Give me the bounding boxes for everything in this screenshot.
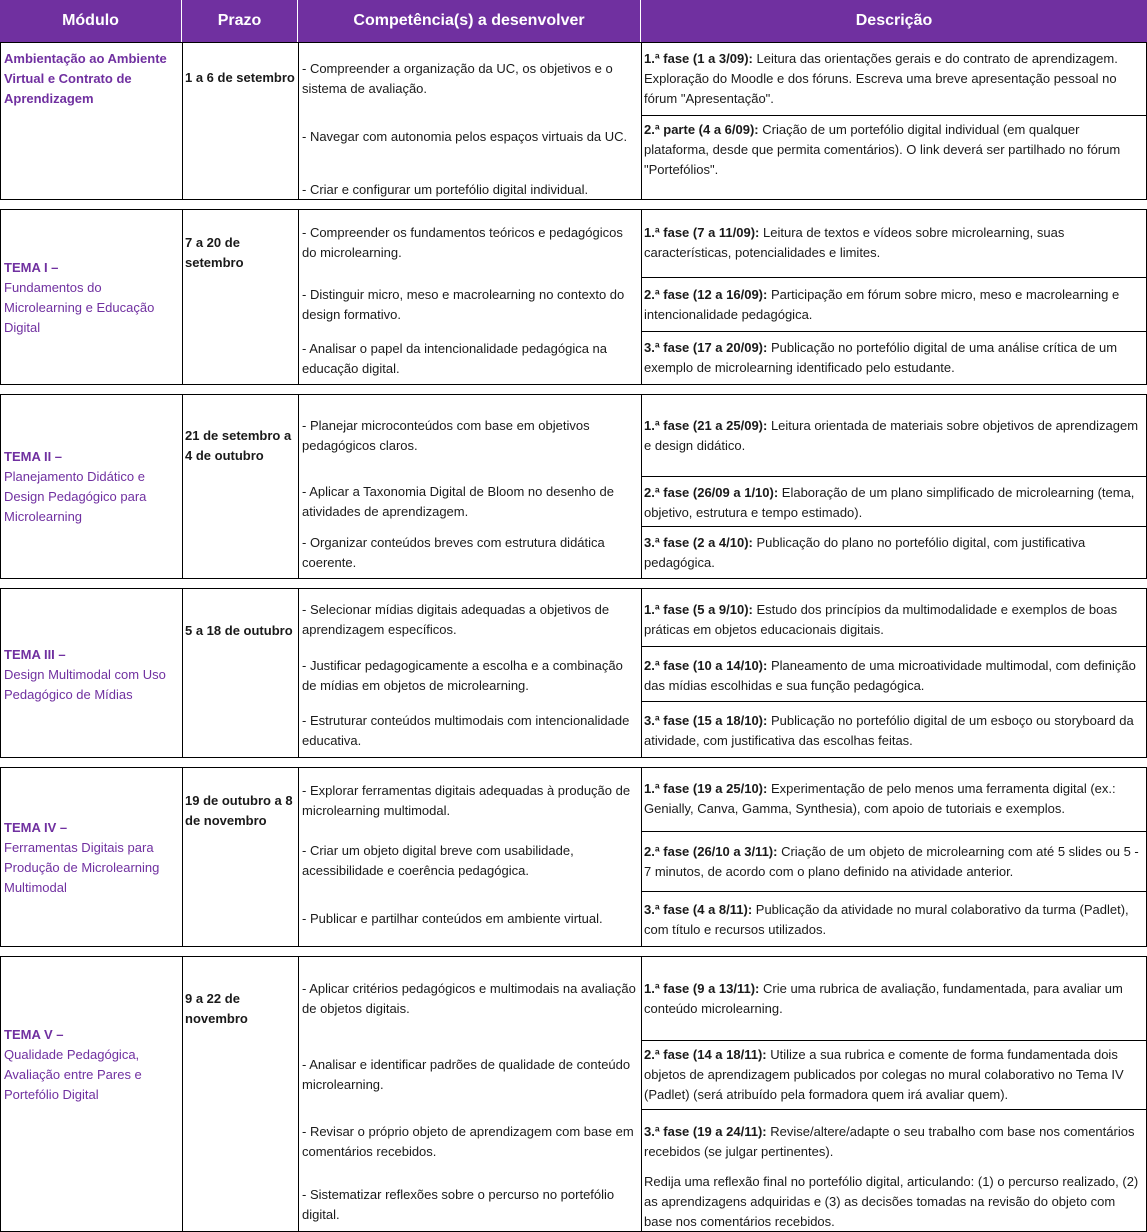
fase-label: 2.ª fase (26/10 a 3/11): xyxy=(644,844,778,859)
descricao-cell xyxy=(642,395,1146,578)
competencia-item: - Compreender os fundamentos teóricos e pedagógicos do microlearning. xyxy=(302,225,623,260)
modulo-cell xyxy=(1,395,183,578)
descricao-fase xyxy=(642,43,1146,115)
fase-label: 1.ª fase (5 a 9/10): xyxy=(644,602,753,617)
header-descricao: Descrição xyxy=(855,12,933,29)
descricao-fase xyxy=(642,1109,1146,1231)
fase-label: 2.ª fase (14 a 18/11): xyxy=(644,1047,767,1062)
fase-text: Publicação da atividade no mural colaborativo da turma (Padlet), com título e recursos utilizados. xyxy=(644,902,1129,937)
fase-text: Publicação no portefólio digital de uma análise crítica de um exemplo de microlearning identificado pelo estudante. xyxy=(644,340,1118,375)
descricao-cell xyxy=(642,957,1146,1231)
table-row xyxy=(0,42,1147,200)
table-row xyxy=(0,588,1147,758)
descricao-fase xyxy=(642,957,1146,1040)
prazo-text: 19 de outubro a 8 de novembro xyxy=(185,793,293,828)
competencia-item: - Planejar microconteúdos com base em objetivos pedagógicos claros. xyxy=(302,418,590,453)
competencias-cell xyxy=(299,768,642,946)
fase-label: 2.ª parte (4 a 6/09): xyxy=(644,122,759,137)
descricao-fase xyxy=(642,1040,1146,1109)
competencia-item: - Aplicar a Taxonomia Digital de Bloom no desenho de atividades de aprendizagem. xyxy=(302,484,614,519)
tema-label: TEMA III – xyxy=(4,647,66,662)
fase-label: 2.ª fase (10 a 14/10): xyxy=(644,658,768,673)
prazo-cell xyxy=(183,768,299,946)
table-row xyxy=(0,956,1147,1232)
table-row xyxy=(0,394,1147,579)
competencia-item: - Revisar o próprio objeto de aprendizagem com base em comentários recebidos. xyxy=(302,1124,634,1159)
descricao-fase xyxy=(642,589,1146,646)
modulo-title: Design Multimodal com Uso Pedagógico de Mídias xyxy=(4,667,166,702)
tema-label: TEMA II – xyxy=(4,449,63,464)
descricao-fase xyxy=(642,331,1146,384)
competencia-item: - Distinguir micro, meso e macrolearning no contexto do design formativo. xyxy=(302,287,625,322)
fase-label: 1.ª fase (1 a 3/09): xyxy=(644,51,753,66)
fase-label: 1.ª fase (21 a 25/09): xyxy=(644,418,768,433)
competencia-item: - Organizar conteúdos breves com estrutura didática coerente. xyxy=(302,535,605,570)
fase-label: 1.ª fase (19 a 25/10): xyxy=(644,781,768,796)
table-row xyxy=(0,209,1147,385)
fase-text: Crie uma rubrica de avaliação, fundamentada, para avaliar um conteúdo microlearning. xyxy=(644,981,1123,1016)
fase-text: Experimentação de pelo menos uma ferramenta digital (ex.: Genially, Canva, Gamma, Synthesia), com apoio de tutoriais e exemplos. xyxy=(644,781,1116,816)
descricao-fase xyxy=(642,891,1146,946)
fase-label: 3.ª fase (4 a 8/11): xyxy=(644,902,753,917)
fase-text: Leitura orientada de materiais sobre objetivos de aprendizagem e design didático. xyxy=(644,418,1139,453)
fase-label: 1.ª fase (7 a 11/09): xyxy=(644,225,760,240)
fase-text: Participação em fórum sobre micro, meso e macrolearning e intencionalidade pedagógica. xyxy=(644,287,1120,322)
descricao-fase xyxy=(642,210,1146,277)
competencias-cell xyxy=(299,395,642,578)
fase-text: Revise/altere/adapte o seu trabalho com base nos comentários recebidos (se julgar pertinentes). xyxy=(644,1124,1135,1159)
modulo-title: Ambientação ao Ambiente Virtual e Contrato de Aprendizagem xyxy=(4,51,167,106)
fase-label: 2.ª fase (26/09 a 1/10): xyxy=(644,485,779,500)
descricao-cell xyxy=(642,589,1146,757)
competencia-item: - Criar um objeto digital breve com usabilidade, acessibilidade e coerência pedagógica. xyxy=(302,843,574,878)
prazo-cell xyxy=(183,395,299,578)
descricao-cell xyxy=(642,768,1146,946)
tema-label: TEMA V – xyxy=(4,1027,64,1042)
tema-label: TEMA I – xyxy=(4,260,59,275)
fase-text: Leitura de textos e vídeos sobre microlearning, suas características, potencialidades e limites. xyxy=(644,225,1065,260)
competencias-cell xyxy=(299,210,642,384)
competencias-cell xyxy=(299,957,642,1231)
competencias-cell xyxy=(299,43,642,199)
competencias-cell xyxy=(299,589,642,757)
table-row xyxy=(0,767,1147,947)
competencia-item: - Explorar ferramentas digitais adequadas à produção de microlearning multimodal. xyxy=(302,783,631,818)
modulo-cell xyxy=(1,43,183,199)
competencia-item: - Justificar pedagogicamente a escolha e a combinação de mídias em objetos de microlearning. xyxy=(302,658,623,693)
competencia-item: - Publicar e partilhar conteúdos em ambiente virtual. xyxy=(302,911,603,926)
descricao-cell xyxy=(642,210,1146,384)
fase-text: Criação de um portefólio digital individual (em qualquer plataforma, desde que permita comentários). O link deverá ser partilhado no fórum "Portefólios". xyxy=(644,122,1121,177)
descricao-fase xyxy=(642,395,1146,476)
modulo-title: Fundamentos do Microlearning e Educação Digital xyxy=(4,280,155,335)
competencia-item: - Navegar com autonomia pelos espaços virtuais da UC. xyxy=(302,129,628,144)
prazo-cell xyxy=(183,43,299,199)
fase-text: Criação de um objeto de microlearning com até 5 slides ou 5 - 7 minutos, de acordo com o plano definido na atividade anterior. xyxy=(644,844,1139,879)
fase-text: Publicação no portefólio digital de um esboço ou storyboard da atividade, com justificativa das escolhas feitas. xyxy=(644,713,1134,748)
modulo-title: Qualidade Pedagógica, Avaliação entre Pares e Portefólio Digital xyxy=(4,1047,142,1102)
prazo-text: 1 a 6 de setembro xyxy=(185,70,295,85)
tema-label: TEMA IV – xyxy=(4,820,68,835)
modulo-cell xyxy=(1,957,183,1231)
prazo-text: 7 a 20 de setembro xyxy=(185,235,244,270)
header-competencias: Competência(s) a desenvolver xyxy=(298,0,641,42)
header-prazo: Prazo xyxy=(182,0,298,42)
modulo-title: Ferramentas Digitais para Produção de Microlearning Multimodal xyxy=(4,840,160,895)
prazo-cell xyxy=(183,957,299,1231)
competencia-item: - Analisar e identificar padrões de qualidade de conteúdo microlearning. xyxy=(302,1057,631,1092)
prazo-text: 9 a 22 de novembro xyxy=(185,991,248,1026)
fase-label: 3.ª fase (17 a 20/09): xyxy=(644,340,768,355)
header-modulo: Módulo xyxy=(0,0,182,42)
descricao-fase xyxy=(642,115,1146,199)
modulo-cell xyxy=(1,210,183,384)
fase-label: 3.ª fase (19 a 24/11): xyxy=(644,1124,767,1139)
competencia-item: - Analisar o papel da intencionalidade pedagógica na educação digital. xyxy=(302,341,608,376)
prazo-cell xyxy=(183,210,299,384)
reflexao-final-text: Redija uma reflexão final no portefólio digital, articulando: (1) o percurso realizado, (2) as aprendizagens adquiridas e (3) as decisões tomadas na revisão do objeto com base nos comentários recebidos. xyxy=(644,1174,1139,1229)
descricao-fase xyxy=(642,476,1146,526)
fase-text: Utilize a sua rubrica e comente de forma fundamentada dois objetos de aprendizagem publicados por colegas no mural colaborativo no Tema IV (Padlet) (será atribuído pela formadora quem irá avaliar quem). xyxy=(644,1047,1124,1102)
fase-text: Planeamento de uma microatividade multimodal, com definição das mídias escolhidas e sua função pedagógica. xyxy=(644,658,1136,693)
modulo-cell xyxy=(1,589,183,757)
competencia-item: - Aplicar critérios pedagógicos e multimodais na avaliação de objetos digitais. xyxy=(302,981,636,1016)
fase-label: 3.ª fase (15 a 18/10): xyxy=(644,713,768,728)
prazo-text: 5 a 18 de outubro xyxy=(185,623,293,638)
fase-text: Publicação do plano no portefólio digital, com justificativa pedagógica. xyxy=(644,535,1086,570)
competencia-item: - Sistematizar reflexões sobre o percurso no portefólio digital. xyxy=(302,1187,615,1222)
competencia-item: - Estruturar conteúdos multimodais com intencionalidade educativa. xyxy=(302,713,630,748)
descricao-fase xyxy=(642,646,1146,701)
descricao-fase xyxy=(642,768,1146,831)
descricao-fase xyxy=(642,526,1146,578)
descricao-cell xyxy=(642,43,1146,199)
fase-label: 1.ª fase (9 a 13/11): xyxy=(644,981,760,996)
prazo-cell xyxy=(183,589,299,757)
competencia-item: - Selecionar mídias digitais adequadas a objetivos de aprendizagem específicos. xyxy=(302,602,610,637)
fase-text: Leitura das orientações gerais e do contrato de aprendizagem. Exploração do Moodle e dos fóruns. Escreva uma breve apresentação pessoal no fórum "Apresentação". xyxy=(644,51,1118,106)
descricao-fase xyxy=(642,277,1146,331)
modulo-title: Planejamento Didático e Design Pedagógico para Microlearning xyxy=(4,469,147,524)
descricao-fase xyxy=(642,701,1146,757)
competencia-item: - Criar e configurar um portefólio digital individual. xyxy=(302,182,589,197)
fase-label: 3.ª fase (2 a 4/10): xyxy=(644,535,753,550)
prazo-text: 21 de setembro a 4 de outubro xyxy=(185,428,292,463)
fase-label: 2.ª fase (12 a 16/09): xyxy=(644,287,768,302)
table-header xyxy=(0,0,1147,42)
modulo-cell xyxy=(1,768,183,946)
competencia-item: - Compreender a organização da UC, os objetivos e o sistema de avaliação. xyxy=(302,61,613,96)
fase-text: Estudo dos princípios da multimodalidade e exemplos de boas práticas em objetos educacionais digitais. xyxy=(644,602,1118,637)
descricao-fase xyxy=(642,831,1146,891)
fase-text: Elaboração de um plano simplificado de microlearning (tema, objetivo, estrutura e tempo estimado). xyxy=(644,485,1135,520)
